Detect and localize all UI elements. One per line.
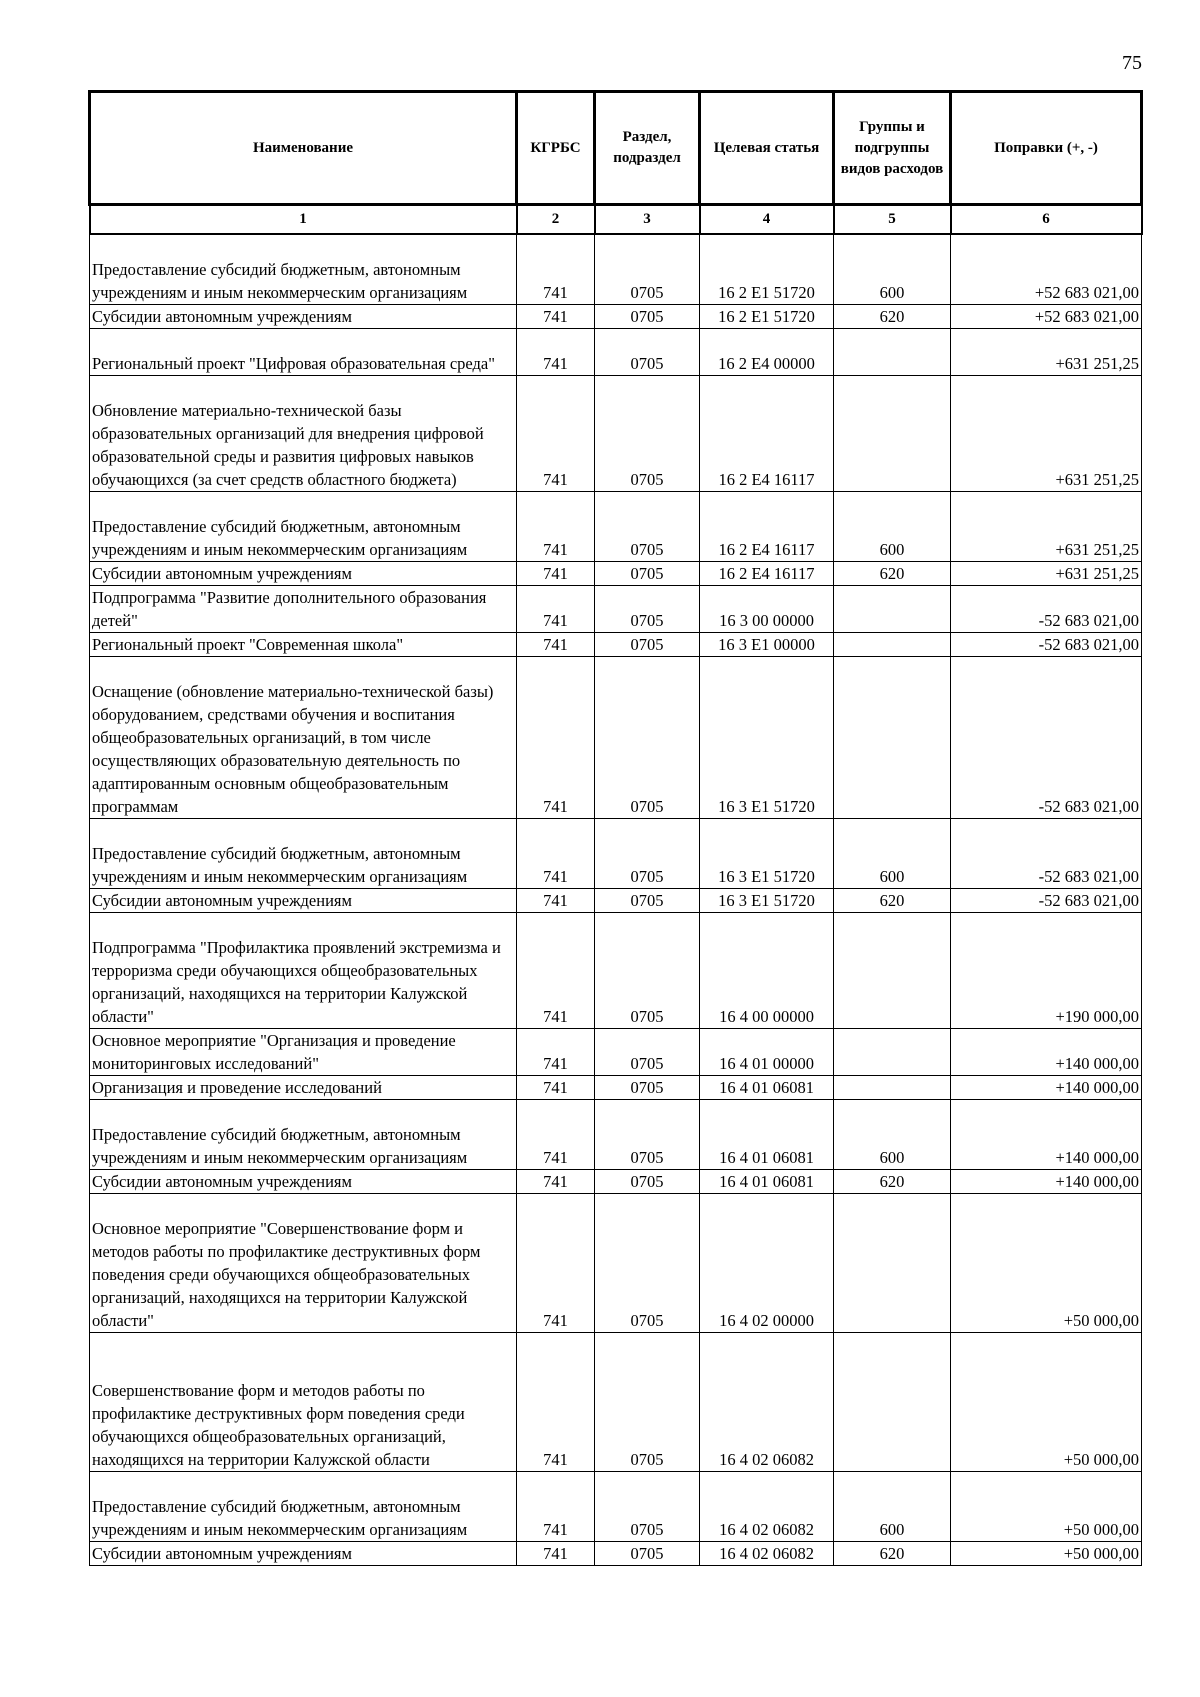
- row-group: [834, 1333, 951, 1472]
- table-row: [90, 1076, 1142, 1100]
- row-kgrbs: 741: [517, 1333, 595, 1472]
- row-kgrbs: 741: [517, 1542, 595, 1566]
- table-row: [90, 1333, 1142, 1472]
- row-section: 0705: [595, 234, 700, 305]
- header-kgrbs: КГРБС: [517, 92, 595, 205]
- row-amount: +190 000,00: [951, 913, 1142, 1029]
- row-target: 16 2 E4 16117: [700, 376, 834, 492]
- row-kgrbs: 741: [517, 657, 595, 819]
- row-name: Субсидии автономным учреждениям: [90, 562, 517, 586]
- row-section: 0705: [595, 657, 700, 819]
- row-kgrbs: 741: [517, 1076, 595, 1100]
- row-target: 16 2 E4 16117: [700, 562, 834, 586]
- row-group: 620: [834, 305, 951, 329]
- row-name: Региональный проект "Современная школа": [90, 633, 517, 657]
- row-target: 16 4 01 00000: [700, 1029, 834, 1076]
- row-kgrbs: 741: [517, 492, 595, 562]
- row-target: 16 3 E1 51720: [700, 657, 834, 819]
- table-row: [90, 586, 1142, 633]
- row-name: Организация и проведение исследований: [90, 1076, 517, 1100]
- row-group: 620: [834, 562, 951, 586]
- budget-amendments-table: [88, 90, 1143, 1566]
- row-name: Предоставление субсидий бюджетным, автономным учреждениям и иным некоммерческим организациям: [90, 492, 517, 562]
- row-name: Основное мероприятие "Совершенствование форм и методов работы по профилактике деструктивных форм поведения среди обучающихся общеобразовательных организаций, находящихся на территории Калужской области": [90, 1194, 517, 1333]
- row-amount: +631 251,25: [951, 376, 1142, 492]
- table-row: [90, 329, 1142, 376]
- row-section: 0705: [595, 913, 700, 1029]
- row-amount: -52 683 021,00: [951, 633, 1142, 657]
- row-section: 0705: [595, 1076, 700, 1100]
- row-amount: +52 683 021,00: [951, 234, 1142, 305]
- row-section: 0705: [595, 492, 700, 562]
- row-name: Предоставление субсидий бюджетным, автономным учреждениям и иным некоммерческим организациям: [90, 819, 517, 889]
- row-target: 16 2 E4 00000: [700, 329, 834, 376]
- row-name: Совершенствование форм и методов работы по профилактике деструктивных форм поведения среди обучающихся общеобразовательных организаций, находящихся на территории Калужской области: [90, 1333, 517, 1472]
- row-group: 600: [834, 819, 951, 889]
- column-number: 6: [951, 205, 1142, 235]
- table-row: [90, 562, 1142, 586]
- row-group: 620: [834, 889, 951, 913]
- row-amount: +50 000,00: [951, 1472, 1142, 1542]
- row-target: 16 4 01 06081: [700, 1100, 834, 1170]
- row-name: Предоставление субсидий бюджетным, автономным учреждениям и иным некоммерческим организациям: [90, 234, 517, 305]
- row-kgrbs: 741: [517, 913, 595, 1029]
- row-group: [834, 1076, 951, 1100]
- header-name: Наименование: [90, 92, 517, 205]
- table-row: [90, 1472, 1142, 1542]
- row-kgrbs: 741: [517, 889, 595, 913]
- column-number: 1: [90, 205, 517, 235]
- row-group: 600: [834, 492, 951, 562]
- row-kgrbs: 741: [517, 1100, 595, 1170]
- column-number: 3: [595, 205, 700, 235]
- row-target: 16 2 E1 51720: [700, 305, 834, 329]
- table-row: [90, 1194, 1142, 1333]
- row-amount: -52 683 021,00: [951, 586, 1142, 633]
- row-amount: +140 000,00: [951, 1170, 1142, 1194]
- row-name: Региональный проект "Цифровая образовательная среда": [90, 329, 517, 376]
- row-amount: +140 000,00: [951, 1100, 1142, 1170]
- row-section: 0705: [595, 889, 700, 913]
- column-number-row: [90, 205, 1142, 235]
- row-group: 600: [834, 1100, 951, 1170]
- row-name: Обновление материально-технической базы образовательных организаций для внедрения цифровой образовательной среды и развития цифровых навыков обучающихся (за счет средств областного бюджета): [90, 376, 517, 492]
- table-row: [90, 633, 1142, 657]
- row-name: Предоставление субсидий бюджетным, автономным учреждениям и иным некоммерческим организациям: [90, 1472, 517, 1542]
- row-group: 620: [834, 1170, 951, 1194]
- row-group: [834, 913, 951, 1029]
- row-amount: +50 000,00: [951, 1194, 1142, 1333]
- table-row: [90, 305, 1142, 329]
- row-group: [834, 657, 951, 819]
- row-section: 0705: [595, 376, 700, 492]
- row-amount: +50 000,00: [951, 1542, 1142, 1566]
- row-kgrbs: 741: [517, 1472, 595, 1542]
- row-section: 0705: [595, 562, 700, 586]
- row-group: [834, 1194, 951, 1333]
- table-row: [90, 376, 1142, 492]
- row-target: 16 4 02 06082: [700, 1542, 834, 1566]
- row-group: [834, 586, 951, 633]
- row-name: Субсидии автономным учреждениям: [90, 1542, 517, 1566]
- row-name: Подпрограмма "Профилактика проявлений экстремизма и терроризма среди обучающихся общеобразовательных организаций, находящихся на территории Калужской области": [90, 913, 517, 1029]
- row-name: Оснащение (обновление материально-технической базы) оборудованием, средствами обучения и воспитания общеобразовательных организаций, в том числе осуществляющих образовательную деятельность по адаптированным основным общеобразовательным программам: [90, 657, 517, 819]
- table-row: [90, 913, 1142, 1029]
- row-target: 16 3 00 00000: [700, 586, 834, 633]
- row-target: 16 4 00 00000: [700, 913, 834, 1029]
- row-section: 0705: [595, 305, 700, 329]
- row-amount: +50 000,00: [951, 1333, 1142, 1472]
- row-kgrbs: 741: [517, 234, 595, 305]
- table-row: [90, 1100, 1142, 1170]
- row-target: 16 3 E1 51720: [700, 889, 834, 913]
- row-kgrbs: 741: [517, 1194, 595, 1333]
- table-row: [90, 889, 1142, 913]
- row-section: 0705: [595, 1194, 700, 1333]
- row-group: [834, 633, 951, 657]
- row-amount: +52 683 021,00: [951, 305, 1142, 329]
- row-target: 16 3 E1 00000: [700, 633, 834, 657]
- header-groups: Группы и подгруппы видов расходов: [834, 92, 951, 205]
- row-name: Подпрограмма "Развитие дополнительного образования детей": [90, 586, 517, 633]
- row-kgrbs: 741: [517, 376, 595, 492]
- page-number: 75: [1122, 52, 1142, 74]
- row-target: 16 2 E4 16117: [700, 492, 834, 562]
- header-amendments: Поправки (+, -): [951, 92, 1142, 205]
- header-target: Целевая статья: [700, 92, 834, 205]
- row-kgrbs: 741: [517, 329, 595, 376]
- row-amount: +631 251,25: [951, 562, 1142, 586]
- row-group: 600: [834, 234, 951, 305]
- row-section: 0705: [595, 1333, 700, 1472]
- column-number: 5: [834, 205, 951, 235]
- row-amount: -52 683 021,00: [951, 819, 1142, 889]
- row-group: 600: [834, 1472, 951, 1542]
- row-amount: +631 251,25: [951, 492, 1142, 562]
- table-row: [90, 1542, 1142, 1566]
- row-section: 0705: [595, 1472, 700, 1542]
- row-amount: +140 000,00: [951, 1029, 1142, 1076]
- row-name: Субсидии автономным учреждениям: [90, 889, 517, 913]
- row-section: 0705: [595, 819, 700, 889]
- row-target: 16 4 02 06082: [700, 1333, 834, 1472]
- row-group: [834, 329, 951, 376]
- row-name: Предоставление субсидий бюджетным, автономным учреждениям и иным некоммерческим организациям: [90, 1100, 517, 1170]
- row-target: 16 4 01 06081: [700, 1170, 834, 1194]
- row-amount: -52 683 021,00: [951, 657, 1142, 819]
- table-row: [90, 657, 1142, 819]
- row-section: 0705: [595, 1170, 700, 1194]
- row-section: 0705: [595, 586, 700, 633]
- row-amount: -52 683 021,00: [951, 889, 1142, 913]
- row-section: 0705: [595, 1542, 700, 1566]
- row-kgrbs: 741: [517, 633, 595, 657]
- row-target: 16 4 01 06081: [700, 1076, 834, 1100]
- row-section: 0705: [595, 633, 700, 657]
- table-row: [90, 234, 1142, 305]
- row-name: Субсидии автономным учреждениям: [90, 1170, 517, 1194]
- row-amount: +631 251,25: [951, 329, 1142, 376]
- row-group: 620: [834, 1542, 951, 1566]
- table-row: [90, 819, 1142, 889]
- row-name: Основное мероприятие "Организация и проведение мониторинговых исследований": [90, 1029, 517, 1076]
- row-section: 0705: [595, 329, 700, 376]
- row-name: Субсидии автономным учреждениям: [90, 305, 517, 329]
- header-section: Раздел, подраздел: [595, 92, 700, 205]
- row-amount: +140 000,00: [951, 1076, 1142, 1100]
- row-target: 16 4 02 00000: [700, 1194, 834, 1333]
- column-number: 4: [700, 205, 834, 235]
- row-kgrbs: 741: [517, 586, 595, 633]
- table-row: [90, 492, 1142, 562]
- header-row: [90, 92, 1142, 205]
- row-kgrbs: 741: [517, 562, 595, 586]
- row-group: [834, 1029, 951, 1076]
- row-kgrbs: 741: [517, 1029, 595, 1076]
- row-section: 0705: [595, 1029, 700, 1076]
- row-target: 16 2 E1 51720: [700, 234, 834, 305]
- row-kgrbs: 741: [517, 1170, 595, 1194]
- row-group: [834, 376, 951, 492]
- row-target: 16 3 E1 51720: [700, 819, 834, 889]
- row-section: 0705: [595, 1100, 700, 1170]
- row-kgrbs: 741: [517, 819, 595, 889]
- table-row: [90, 1170, 1142, 1194]
- row-target: 16 4 02 06082: [700, 1472, 834, 1542]
- row-kgrbs: 741: [517, 305, 595, 329]
- table-row: [90, 1029, 1142, 1076]
- column-number: 2: [517, 205, 595, 235]
